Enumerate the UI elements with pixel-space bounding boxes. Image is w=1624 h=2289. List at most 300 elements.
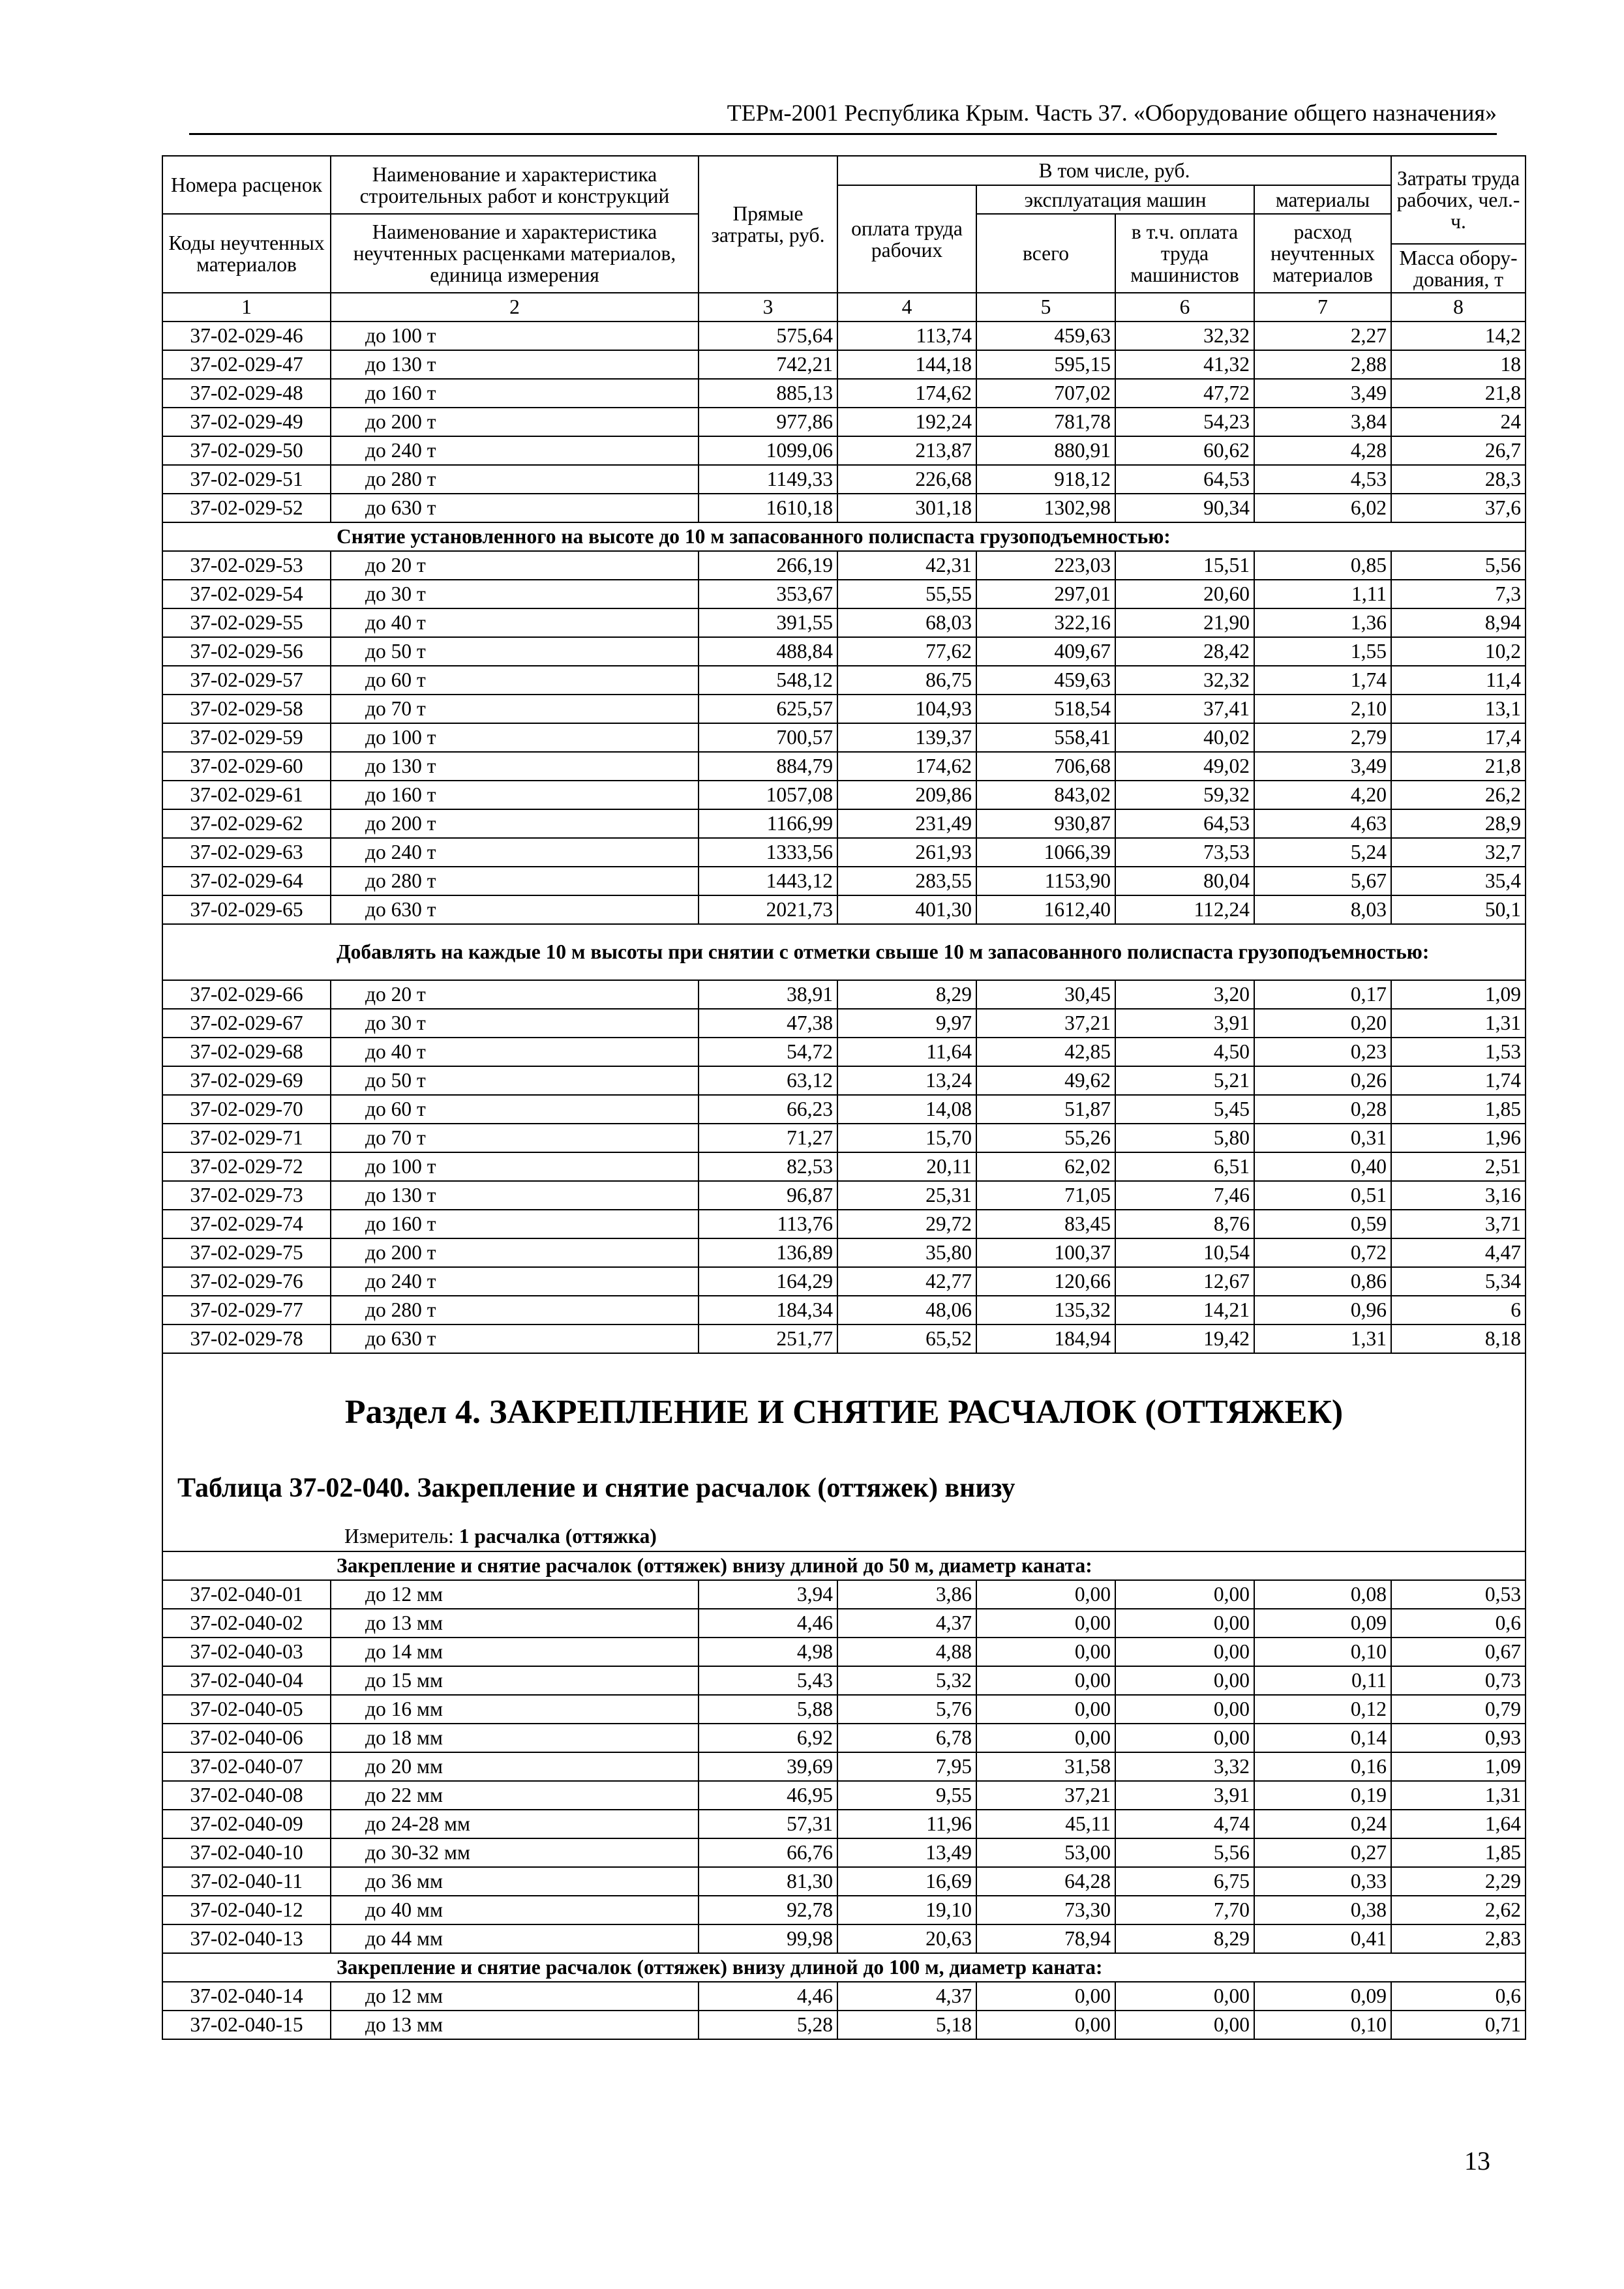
subsection-heading: Добавлять на каждые 10 м высоты при снятии с отметки свыше 10 м запасованного полиспаста грузоподъемностью: xyxy=(162,924,1526,980)
rate-value: 71,05 xyxy=(976,1181,1115,1210)
rate-value: 55,55 xyxy=(837,580,976,608)
subsection-row xyxy=(162,1551,1526,1580)
rate-value: 20,60 xyxy=(1115,580,1254,608)
rate-value: 48,06 xyxy=(837,1296,976,1324)
rate-value: 0,12 xyxy=(1254,1695,1391,1724)
rate-value: 0,00 xyxy=(976,1580,1115,1609)
rate-value: 209,86 xyxy=(837,781,976,809)
rate-value: 144,18 xyxy=(837,350,976,379)
rate-value: 0,73 xyxy=(1391,1666,1526,1695)
rate-value: 0,51 xyxy=(1254,1181,1391,1210)
rate-value: 174,62 xyxy=(837,752,976,781)
rate-value: 3,20 xyxy=(1115,980,1254,1009)
rate-value: 49,02 xyxy=(1115,752,1254,781)
table-row xyxy=(162,838,1526,867)
rate-value: 120,66 xyxy=(976,1267,1115,1296)
rate-code: 37-02-040-07 xyxy=(162,1752,331,1781)
rate-value: 5,24 xyxy=(1254,838,1391,867)
rate-value: 0,09 xyxy=(1254,1982,1391,2011)
rate-value: 40,02 xyxy=(1115,723,1254,752)
rate-value: 1,53 xyxy=(1391,1038,1526,1066)
rate-code: 37-02-040-03 xyxy=(162,1638,331,1666)
rate-value: 46,95 xyxy=(699,1781,837,1810)
rate-value: 1166,99 xyxy=(699,809,837,838)
table-row xyxy=(162,1066,1526,1095)
rate-value: 3,94 xyxy=(699,1580,837,1609)
rate-code: 37-02-040-11 xyxy=(162,1867,331,1896)
rate-value: 0,17 xyxy=(1254,980,1391,1009)
subsection-heading: Закрепление и снятие расчалок (оттяжек) внизу длиной до 100 м, диаметр каната: xyxy=(162,1953,1526,1982)
rate-value: 0,00 xyxy=(976,1666,1115,1695)
rate-code: 37-02-040-04 xyxy=(162,1666,331,1695)
rate-name: до 15 мм xyxy=(331,1666,699,1695)
rate-value: 19,10 xyxy=(837,1896,976,1924)
rate-name: до 16 мм xyxy=(331,1695,699,1724)
rate-value: 1302,98 xyxy=(976,494,1115,522)
hdr-materials: материалы xyxy=(1254,185,1391,214)
rate-value: 301,18 xyxy=(837,494,976,522)
table-row xyxy=(162,1181,1526,1210)
rate-value: 64,53 xyxy=(1115,809,1254,838)
rate-value: 99,98 xyxy=(699,1924,837,1953)
rate-value: 21,8 xyxy=(1391,752,1526,781)
rate-value: 0,79 xyxy=(1391,1695,1526,1724)
rate-value: 0,26 xyxy=(1254,1066,1391,1095)
rate-value: 283,55 xyxy=(837,867,976,895)
rate-value: 1,64 xyxy=(1391,1810,1526,1838)
rate-value: 86,75 xyxy=(837,666,976,695)
rate-value: 5,45 xyxy=(1115,1095,1254,1124)
table-row xyxy=(162,1638,1526,1666)
table-row xyxy=(162,752,1526,781)
rate-value: 20,11 xyxy=(837,1152,976,1181)
rate-value: 0,6 xyxy=(1391,1982,1526,2011)
hdr-machine-operation: эксплуатация машин xyxy=(976,185,1254,214)
rate-name: до 40 т xyxy=(331,608,699,637)
rate-code: 37-02-029-75 xyxy=(162,1238,331,1267)
rate-value: 0,10 xyxy=(1254,2011,1391,2039)
rate-name: до 40 мм xyxy=(331,1896,699,1924)
table-row xyxy=(162,1810,1526,1838)
table-row xyxy=(162,408,1526,436)
rate-code: 37-02-040-01 xyxy=(162,1580,331,1609)
running-header: ТЕРм-2001 Республика Крым. Часть 37. «Оборудование общего назначения» xyxy=(189,97,1497,135)
rate-value: 5,21 xyxy=(1115,1066,1254,1095)
rate-value: 31,58 xyxy=(976,1752,1115,1781)
rate-value: 32,7 xyxy=(1391,838,1526,867)
rate-value: 18 xyxy=(1391,350,1526,379)
rate-code: 37-02-029-70 xyxy=(162,1095,331,1124)
rate-value: 843,02 xyxy=(976,781,1115,809)
rate-value: 28,9 xyxy=(1391,809,1526,838)
rate-value: 2,62 xyxy=(1391,1896,1526,1924)
rate-value: 4,63 xyxy=(1254,809,1391,838)
table-row xyxy=(162,867,1526,895)
table-row xyxy=(162,1580,1526,1609)
rate-value: 1057,08 xyxy=(699,781,837,809)
rate-value: 6,92 xyxy=(699,1724,837,1752)
table-row xyxy=(162,1038,1526,1066)
rate-value: 0,6 xyxy=(1391,1609,1526,1638)
subsection-heading: Снятие установленного на высоте до 10 м запасованного полиспаста грузоподъемностью: xyxy=(162,522,1526,551)
rate-value: 55,26 xyxy=(976,1124,1115,1152)
rate-value: 26,7 xyxy=(1391,436,1526,465)
rate-value: 884,79 xyxy=(699,752,837,781)
rate-value: 51,87 xyxy=(976,1095,1115,1124)
rate-value: 24 xyxy=(1391,408,1526,436)
rate-value: 5,76 xyxy=(837,1695,976,1724)
rate-value: 0,24 xyxy=(1254,1810,1391,1838)
rate-value: 8,29 xyxy=(837,980,976,1009)
rate-code: 37-02-029-46 xyxy=(162,322,331,350)
rate-value: 3,16 xyxy=(1391,1181,1526,1210)
rate-name: до 630 т xyxy=(331,895,699,924)
table-row xyxy=(162,1867,1526,1896)
table-row xyxy=(162,379,1526,408)
rate-value: 49,62 xyxy=(976,1066,1115,1095)
rate-value: 15,70 xyxy=(837,1124,976,1152)
rate-value: 10,2 xyxy=(1391,637,1526,666)
rate-value: 4,37 xyxy=(837,1982,976,2011)
rate-value: 353,67 xyxy=(699,580,837,608)
rate-value: 2,29 xyxy=(1391,1867,1526,1896)
rate-value: 64,28 xyxy=(976,1867,1115,1896)
hdr-work-name: Наименование и характеристика строительных работ и конструкций xyxy=(331,156,699,214)
rate-name: до 30 т xyxy=(331,1009,699,1038)
rate-code: 37-02-029-58 xyxy=(162,695,331,723)
table-row xyxy=(162,322,1526,350)
rate-value: 251,77 xyxy=(699,1324,837,1353)
rate-value: 13,49 xyxy=(837,1838,976,1867)
rate-value: 459,63 xyxy=(976,666,1115,695)
rate-value: 4,53 xyxy=(1254,465,1391,494)
rate-value: 38,91 xyxy=(699,980,837,1009)
rate-value: 83,45 xyxy=(976,1210,1115,1238)
rate-value: 1612,40 xyxy=(976,895,1115,924)
rate-value: 139,37 xyxy=(837,723,976,752)
rate-value: 5,34 xyxy=(1391,1267,1526,1296)
rate-value: 0,72 xyxy=(1254,1238,1391,1267)
rate-value: 4,20 xyxy=(1254,781,1391,809)
rate-value: 80,04 xyxy=(1115,867,1254,895)
rate-value: 37,21 xyxy=(976,1009,1115,1038)
rate-value: 8,18 xyxy=(1391,1324,1526,1353)
rate-value: 0,00 xyxy=(1115,1609,1254,1638)
rate-value: 0,27 xyxy=(1254,1838,1391,1867)
rate-value: 14,21 xyxy=(1115,1296,1254,1324)
rate-value: 9,55 xyxy=(837,1781,976,1810)
measure-row xyxy=(162,1522,1526,1551)
rate-value: 1066,39 xyxy=(976,838,1115,867)
rate-value: 35,80 xyxy=(837,1238,976,1267)
rate-value: 4,46 xyxy=(699,1609,837,1638)
hdr-machines-total: всего xyxy=(976,214,1115,293)
rate-value: 96,87 xyxy=(699,1181,837,1210)
rate-value: 7,95 xyxy=(837,1752,976,1781)
rate-value: 0,00 xyxy=(1115,1982,1254,2011)
rate-value: 42,77 xyxy=(837,1267,976,1296)
rate-name: до 280 т xyxy=(331,1296,699,1324)
rate-name: до 630 т xyxy=(331,494,699,522)
rate-value: 1,36 xyxy=(1254,608,1391,637)
rate-value: 5,67 xyxy=(1254,867,1391,895)
rate-name: до 200 т xyxy=(331,408,699,436)
rate-name: до 130 т xyxy=(331,1181,699,1210)
rate-value: 81,30 xyxy=(699,1867,837,1896)
rate-name: до 50 т xyxy=(331,1066,699,1095)
table-row xyxy=(162,723,1526,752)
rate-value: 0,85 xyxy=(1254,551,1391,580)
rate-code: 37-02-029-62 xyxy=(162,809,331,838)
rate-name: до 630 т xyxy=(331,1324,699,1353)
rate-value: 1153,90 xyxy=(976,867,1115,895)
table-row xyxy=(162,980,1526,1009)
rate-value: 3,32 xyxy=(1115,1752,1254,1781)
hdr-worker-pay: оплата труда рабочих xyxy=(837,185,976,293)
rate-value: 0,28 xyxy=(1254,1095,1391,1124)
rate-value: 77,62 xyxy=(837,637,976,666)
rate-name: до 280 т xyxy=(331,867,699,895)
column-number: 8 xyxy=(1391,293,1526,322)
rate-value: 977,86 xyxy=(699,408,837,436)
rate-value: 11,64 xyxy=(837,1038,976,1066)
measure-cell xyxy=(162,1522,1526,1551)
rate-value: 0,67 xyxy=(1391,1638,1526,1666)
rate-code: 37-02-040-09 xyxy=(162,1810,331,1838)
rate-value: 47,38 xyxy=(699,1009,837,1038)
table-row xyxy=(162,350,1526,379)
rate-code: 37-02-029-49 xyxy=(162,408,331,436)
hdr-material-consumption: расход неучтенных материалов xyxy=(1254,214,1391,293)
hdr-including: В том числе, руб. xyxy=(837,156,1391,185)
rate-value: 2,27 xyxy=(1254,322,1391,350)
rate-value: 174,62 xyxy=(837,379,976,408)
rate-value: 66,76 xyxy=(699,1838,837,1867)
rate-value: 231,49 xyxy=(837,809,976,838)
rate-code: 37-02-029-51 xyxy=(162,465,331,494)
section-cell xyxy=(162,1353,1526,1522)
rate-name: до 200 т xyxy=(331,1238,699,1267)
rate-value: 2,79 xyxy=(1254,723,1391,752)
table-row xyxy=(162,580,1526,608)
rate-name: до 280 т xyxy=(331,465,699,494)
rate-value: 66,23 xyxy=(699,1095,837,1124)
table-row xyxy=(162,1095,1526,1124)
rate-value: 136,89 xyxy=(699,1238,837,1267)
rate-value: 32,32 xyxy=(1115,666,1254,695)
rate-value: 1,31 xyxy=(1254,1324,1391,1353)
rate-value: 16,69 xyxy=(837,1867,976,1896)
rate-value: 8,29 xyxy=(1115,1924,1254,1953)
rate-value: 7,70 xyxy=(1115,1896,1254,1924)
rate-value: 595,15 xyxy=(976,350,1115,379)
rate-code: 37-02-029-57 xyxy=(162,666,331,695)
rate-value: 0,20 xyxy=(1254,1009,1391,1038)
rate-value: 5,88 xyxy=(699,1695,837,1724)
rate-value: 13,24 xyxy=(837,1066,976,1095)
rate-name: до 50 т xyxy=(331,637,699,666)
rate-name: до 240 т xyxy=(331,1267,699,1296)
table-row xyxy=(162,1781,1526,1810)
rate-value: 625,57 xyxy=(699,695,837,723)
rate-value: 548,12 xyxy=(699,666,837,695)
rate-name: до 130 т xyxy=(331,350,699,379)
rate-value: 13,1 xyxy=(1391,695,1526,723)
rate-name: до 44 мм xyxy=(331,1924,699,1953)
rate-code: 37-02-029-78 xyxy=(162,1324,331,1353)
rate-value: 11,4 xyxy=(1391,666,1526,695)
rate-value: 223,03 xyxy=(976,551,1115,580)
table-row xyxy=(162,1152,1526,1181)
rate-value: 0,00 xyxy=(1115,1695,1254,1724)
table-row xyxy=(162,2011,1526,2039)
rate-name: до 70 т xyxy=(331,1124,699,1152)
rate-value: 1,31 xyxy=(1391,1781,1526,1810)
rate-code: 37-02-029-76 xyxy=(162,1267,331,1296)
rate-value: 4,28 xyxy=(1254,436,1391,465)
rate-value: 50,1 xyxy=(1391,895,1526,924)
rate-value: 266,19 xyxy=(699,551,837,580)
rate-value: 164,29 xyxy=(699,1267,837,1296)
rate-name: до 30 т xyxy=(331,580,699,608)
rate-value: 71,27 xyxy=(699,1124,837,1152)
rate-name: до 70 т xyxy=(331,695,699,723)
rate-value: 1,74 xyxy=(1254,666,1391,695)
rate-name: до 160 т xyxy=(331,379,699,408)
rate-value: 7,3 xyxy=(1391,580,1526,608)
rate-value: 6,51 xyxy=(1115,1152,1254,1181)
rate-value: 0,00 xyxy=(976,1609,1115,1638)
column-number: 5 xyxy=(976,293,1115,322)
hdr-material-codes: Коды неучтенных материалов xyxy=(162,214,331,293)
rate-value: 73,30 xyxy=(976,1896,1115,1924)
rate-value: 226,68 xyxy=(837,465,976,494)
rate-value: 781,78 xyxy=(976,408,1115,436)
rate-name: до 160 т xyxy=(331,1210,699,1238)
rate-code: 37-02-029-72 xyxy=(162,1152,331,1181)
rate-value: 518,54 xyxy=(976,695,1115,723)
rate-value: 30,45 xyxy=(976,980,1115,1009)
table-row xyxy=(162,465,1526,494)
rate-value: 5,28 xyxy=(699,2011,837,2039)
rate-value: 1,55 xyxy=(1254,637,1391,666)
rate-name: до 12 мм xyxy=(331,1982,699,2011)
rate-value: 3,86 xyxy=(837,1580,976,1609)
rate-code: 37-02-029-48 xyxy=(162,379,331,408)
rate-name: до 20 т xyxy=(331,980,699,1009)
table-row xyxy=(162,1752,1526,1781)
rate-code: 37-02-029-66 xyxy=(162,980,331,1009)
subsection-row xyxy=(162,1953,1526,1982)
table-row xyxy=(162,695,1526,723)
rate-code: 37-02-029-54 xyxy=(162,580,331,608)
table-row xyxy=(162,1896,1526,1924)
table-row xyxy=(162,1838,1526,1867)
rate-name: до 18 мм xyxy=(331,1724,699,1752)
rate-name: до 30-32 мм xyxy=(331,1838,699,1867)
measure-value: 1 расчалка (оттяжка) xyxy=(459,1525,657,1548)
rate-value: 3,84 xyxy=(1254,408,1391,436)
rate-value: 73,53 xyxy=(1115,838,1254,867)
rate-value: 17,4 xyxy=(1391,723,1526,752)
rate-value: 6,78 xyxy=(837,1724,976,1752)
rate-code: 37-02-029-69 xyxy=(162,1066,331,1095)
rate-value: 0,14 xyxy=(1254,1724,1391,1752)
rate-value: 11,96 xyxy=(837,1810,976,1838)
rate-value: 2,10 xyxy=(1254,695,1391,723)
rate-name: до 100 т xyxy=(331,723,699,752)
rate-value: 54,23 xyxy=(1115,408,1254,436)
rate-value: 5,43 xyxy=(699,1666,837,1695)
rate-value: 0,11 xyxy=(1254,1666,1391,1695)
rate-code: 37-02-029-52 xyxy=(162,494,331,522)
rate-code: 37-02-040-02 xyxy=(162,1609,331,1638)
hdr-equipment-mass: Масса обору-дования, т xyxy=(1391,244,1526,293)
rate-value: 135,32 xyxy=(976,1296,1115,1324)
rate-value: 322,16 xyxy=(976,608,1115,637)
rate-value: 90,34 xyxy=(1115,494,1254,522)
table-row xyxy=(162,809,1526,838)
table-row xyxy=(162,1609,1526,1638)
rate-value: 0,00 xyxy=(1115,2011,1254,2039)
rate-value: 104,93 xyxy=(837,695,976,723)
rate-value: 880,91 xyxy=(976,436,1115,465)
rate-value: 1,09 xyxy=(1391,980,1526,1009)
table-row xyxy=(162,781,1526,809)
rate-code: 37-02-029-61 xyxy=(162,781,331,809)
rate-value: 63,12 xyxy=(699,1066,837,1095)
rate-value: 45,11 xyxy=(976,1810,1115,1838)
rate-value: 60,62 xyxy=(1115,436,1254,465)
rate-value: 8,94 xyxy=(1391,608,1526,637)
rate-value: 2,83 xyxy=(1391,1924,1526,1953)
rate-value: 3,91 xyxy=(1115,1781,1254,1810)
rate-name: до 20 мм xyxy=(331,1752,699,1781)
rate-code: 37-02-029-50 xyxy=(162,436,331,465)
rate-value: 707,02 xyxy=(976,379,1115,408)
rate-name: до 100 т xyxy=(331,1152,699,1181)
rate-code: 37-02-029-47 xyxy=(162,350,331,379)
rate-value: 8,03 xyxy=(1254,895,1391,924)
rate-value: 0,71 xyxy=(1391,2011,1526,2039)
table-row xyxy=(162,637,1526,666)
rate-value: 0,10 xyxy=(1254,1638,1391,1666)
table-title: Таблица 37-02-040. Закрепление и снятие расчалок (оттяжек) внизу xyxy=(177,1473,1015,1503)
rate-value: 0,40 xyxy=(1254,1152,1391,1181)
rate-name: до 22 мм xyxy=(331,1781,699,1810)
rate-value: 112,24 xyxy=(1115,895,1254,924)
rate-value: 42,85 xyxy=(976,1038,1115,1066)
hdr-labor-costs: Затраты труда рабочих, чел.-ч. xyxy=(1391,156,1526,244)
hdr-material-name: Наименование и характеристика неучтенных расценками материалов, единица измерения xyxy=(331,214,699,293)
rate-code: 37-02-029-74 xyxy=(162,1210,331,1238)
table-row xyxy=(162,666,1526,695)
rate-code: 37-02-040-08 xyxy=(162,1781,331,1810)
column-number: 4 xyxy=(837,293,976,322)
rate-value: 68,03 xyxy=(837,608,976,637)
rate-value: 1333,56 xyxy=(699,838,837,867)
rate-value: 192,24 xyxy=(837,408,976,436)
table-row xyxy=(162,1238,1526,1267)
table-row xyxy=(162,1210,1526,1238)
rate-value: 1,31 xyxy=(1391,1009,1526,1038)
rate-value: 0,33 xyxy=(1254,1867,1391,1896)
rate-code: 37-02-029-64 xyxy=(162,867,331,895)
rate-value: 37,21 xyxy=(976,1781,1115,1810)
rate-code: 37-02-040-15 xyxy=(162,2011,331,2039)
rate-value: 21,8 xyxy=(1391,379,1526,408)
rate-value: 92,78 xyxy=(699,1896,837,1924)
